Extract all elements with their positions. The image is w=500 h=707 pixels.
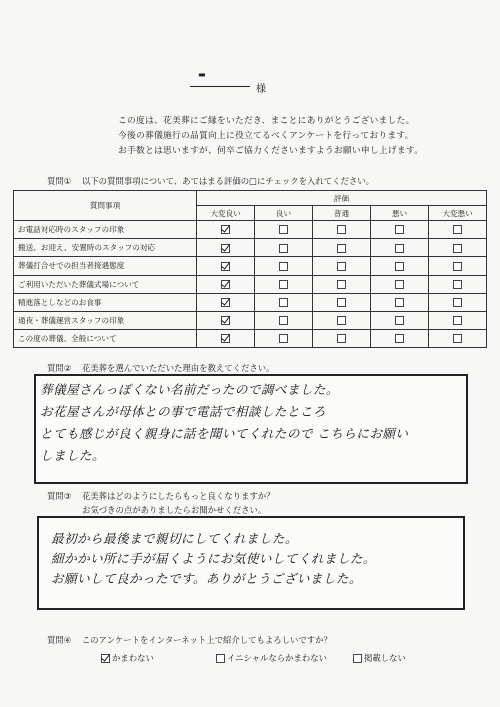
rating-cell	[313, 221, 371, 239]
rating-cell	[255, 275, 313, 293]
evaluation-row	[14, 311, 487, 329]
rating-cell	[371, 293, 429, 311]
rating-checkbox[interactable]	[337, 225, 346, 234]
rating-very-bad: 大変悪い	[429, 206, 487, 221]
intro-line-1: この度は、花美葬にご縁をいただき、まことにありがとうございました。	[118, 116, 415, 126]
rating-cell	[197, 239, 255, 257]
rating-checkbox[interactable]	[279, 225, 288, 234]
rating-cell	[313, 311, 371, 329]
rating-cell	[313, 257, 371, 275]
q4-option-ok-checkbox[interactable]	[101, 654, 110, 663]
rating-checkbox[interactable]	[337, 298, 346, 307]
evaluation-rows	[14, 221, 487, 348]
q2-answer-box[interactable]	[34, 374, 468, 484]
evaluation-row	[14, 275, 487, 293]
rating-cell	[429, 221, 487, 239]
rating-checkbox[interactable]	[221, 280, 230, 289]
evaluation-item-label: お電話対応時のスタッフの印象	[14, 221, 197, 239]
rating-cell	[255, 311, 313, 329]
rating-checkbox[interactable]	[395, 334, 404, 343]
evaluation-row	[14, 330, 487, 348]
rating-checkbox[interactable]	[453, 280, 462, 289]
evaluation-row	[14, 293, 487, 311]
rating-normal: 普通	[313, 206, 371, 221]
rating-checkbox[interactable]	[395, 244, 404, 253]
q3-answer-line-1: 最初から最後まで親切にしてくれました。	[51, 531, 298, 546]
rating-checkbox[interactable]	[221, 298, 230, 307]
rating-cell	[429, 293, 487, 311]
rating-cell	[197, 257, 255, 275]
evaluation-row	[14, 239, 487, 257]
rating-cell	[371, 311, 429, 329]
evaluation-item-label: この度の葬儀、全般について	[14, 330, 197, 348]
q2-answer-line-3: とても感じが良く親身に話を聞いてくれたので こちらにお願い	[40, 426, 409, 441]
rating-cell	[429, 275, 487, 293]
rating-cell	[429, 239, 487, 257]
rating-cell	[429, 311, 487, 329]
col-header-item: 質問事項	[14, 191, 197, 221]
rating-cell	[255, 239, 313, 257]
rating-cell	[429, 257, 487, 275]
rating-cell	[371, 275, 429, 293]
q4-heading	[47, 634, 332, 646]
q3-heading	[47, 490, 275, 502]
q4-option-no[interactable]	[353, 652, 406, 664]
q3-text: 花美葬はどのようにしたらもっと良くなりますか？	[81, 491, 275, 501]
rating-checkbox[interactable]	[395, 298, 404, 307]
rating-checkbox[interactable]	[221, 334, 230, 343]
q4-option-initials-checkbox[interactable]	[216, 654, 225, 663]
evaluation-item-label: 搬送、お迎え、安置時のスタッフの対応	[14, 239, 197, 257]
rating-checkbox[interactable]	[337, 334, 346, 343]
rating-checkbox[interactable]	[337, 244, 346, 253]
rating-checkbox[interactable]	[221, 225, 230, 234]
rating-very-good: 大変良い	[197, 206, 255, 221]
rating-cell	[371, 239, 429, 257]
rating-checkbox[interactable]	[395, 225, 404, 234]
q4-option-no-checkbox[interactable]	[353, 654, 362, 663]
rating-checkbox[interactable]	[221, 316, 230, 325]
rating-checkbox[interactable]	[453, 244, 462, 253]
rating-checkbox[interactable]	[453, 225, 462, 234]
rating-checkbox[interactable]	[453, 316, 462, 325]
rating-cell	[371, 330, 429, 348]
rating-cell	[255, 257, 313, 275]
q2-answer-line-2: お花屋さんが母体との事で電話で相談したところ	[40, 404, 326, 419]
evaluation-row	[14, 221, 487, 239]
evaluation-item-label: ご利用いただいた葬儀式場について	[14, 275, 197, 293]
rating-checkbox[interactable]	[337, 262, 346, 271]
q1-label: 質問①	[47, 176, 72, 186]
rating-cell	[255, 293, 313, 311]
rating-cell	[371, 257, 429, 275]
q2-answer-line-4: しました。	[40, 448, 105, 463]
honorific-sama: 様	[256, 84, 266, 95]
rating-cell	[197, 330, 255, 348]
rating-cell	[313, 293, 371, 311]
redacted-name: ▬	[198, 70, 206, 79]
rating-bad: 悪い	[371, 206, 429, 221]
rating-cell	[313, 239, 371, 257]
rating-checkbox[interactable]	[279, 316, 288, 325]
intro-line-3: お手数とは思いますが、何卒ご協力くださいますようお願い申し上げます。	[118, 146, 424, 156]
q2-heading	[47, 362, 275, 374]
q2-text: 花美葬を選んでいただいた理由を教えてください。	[81, 363, 275, 373]
rating-checkbox[interactable]	[279, 298, 288, 307]
evaluation-item-label: 葬儀打合せでの担当者接遇態度	[14, 257, 197, 275]
q4-option-initials-label: イニシャルならかまわない	[227, 653, 327, 663]
evaluation-row	[14, 257, 487, 275]
q2-answer-line-1: 葬儀屋さんっぽくない名前だったので調べました。	[40, 382, 339, 397]
rating-checkbox[interactable]	[221, 244, 230, 253]
name-underline	[190, 86, 250, 87]
rating-good: 良い	[255, 206, 313, 221]
q4-label: 質問④	[47, 635, 72, 645]
rating-cell	[197, 293, 255, 311]
rating-checkbox[interactable]	[221, 262, 230, 271]
evaluation-item-label: 通夜・葬儀運営スタッフの印象	[14, 311, 197, 329]
rating-cell	[371, 221, 429, 239]
rating-checkbox[interactable]	[395, 262, 404, 271]
rating-checkbox[interactable]	[395, 316, 404, 325]
rating-cell	[197, 275, 255, 293]
rating-cell	[313, 330, 371, 348]
rating-checkbox[interactable]	[279, 334, 288, 343]
q2-label: 質問②	[47, 363, 72, 373]
rating-cell	[197, 221, 255, 239]
q1-text: 以下の質問事項について、あてはまる評価の□にチェックを入れてください。	[81, 176, 375, 186]
rating-checkbox[interactable]	[337, 316, 346, 325]
q3-answer-line-2: 細かかい所に手が届くようにお気使いしてくれました。	[51, 551, 376, 566]
q4-text: このアンケートをインターネット上で紹介してもよろしいですか？	[81, 635, 332, 645]
evaluation-table	[13, 190, 487, 348]
rating-checkbox[interactable]	[279, 280, 288, 289]
intro-line-2: 今後の葬儀施行の品質向上に役立てるべくアンケートを行っております。	[118, 131, 414, 141]
q4-option-ok-label: かまわない	[112, 653, 154, 663]
evaluation-item-label: 精進落としなどのお食事	[14, 293, 197, 311]
rating-cell	[197, 311, 255, 329]
rating-checkbox[interactable]	[453, 298, 462, 307]
rating-checkbox[interactable]	[279, 244, 288, 253]
rating-cell	[255, 330, 313, 348]
rating-checkbox[interactable]	[453, 262, 462, 271]
rating-checkbox[interactable]	[279, 262, 288, 271]
q4-option-no-label: 掲載しない	[364, 653, 406, 663]
rating-checkbox[interactable]	[337, 280, 346, 289]
rating-checkbox[interactable]	[395, 280, 404, 289]
q3-label: 質問③	[47, 491, 72, 501]
q4-option-ok[interactable]	[101, 652, 154, 664]
q3-answer-box[interactable]	[37, 516, 465, 610]
q3-subtext: お気づきの点がありましたらお聞かせください。	[82, 505, 267, 515]
rating-cell	[313, 275, 371, 293]
q4-option-initials[interactable]	[216, 652, 327, 664]
rating-cell	[255, 221, 313, 239]
q3-answer-line-3: お願いして良かったです。ありがとうございました。	[51, 571, 362, 586]
q1-heading	[47, 175, 374, 187]
col-header-eval: 評価	[197, 191, 487, 206]
rating-checkbox[interactable]	[453, 334, 462, 343]
rating-cell	[429, 330, 487, 348]
